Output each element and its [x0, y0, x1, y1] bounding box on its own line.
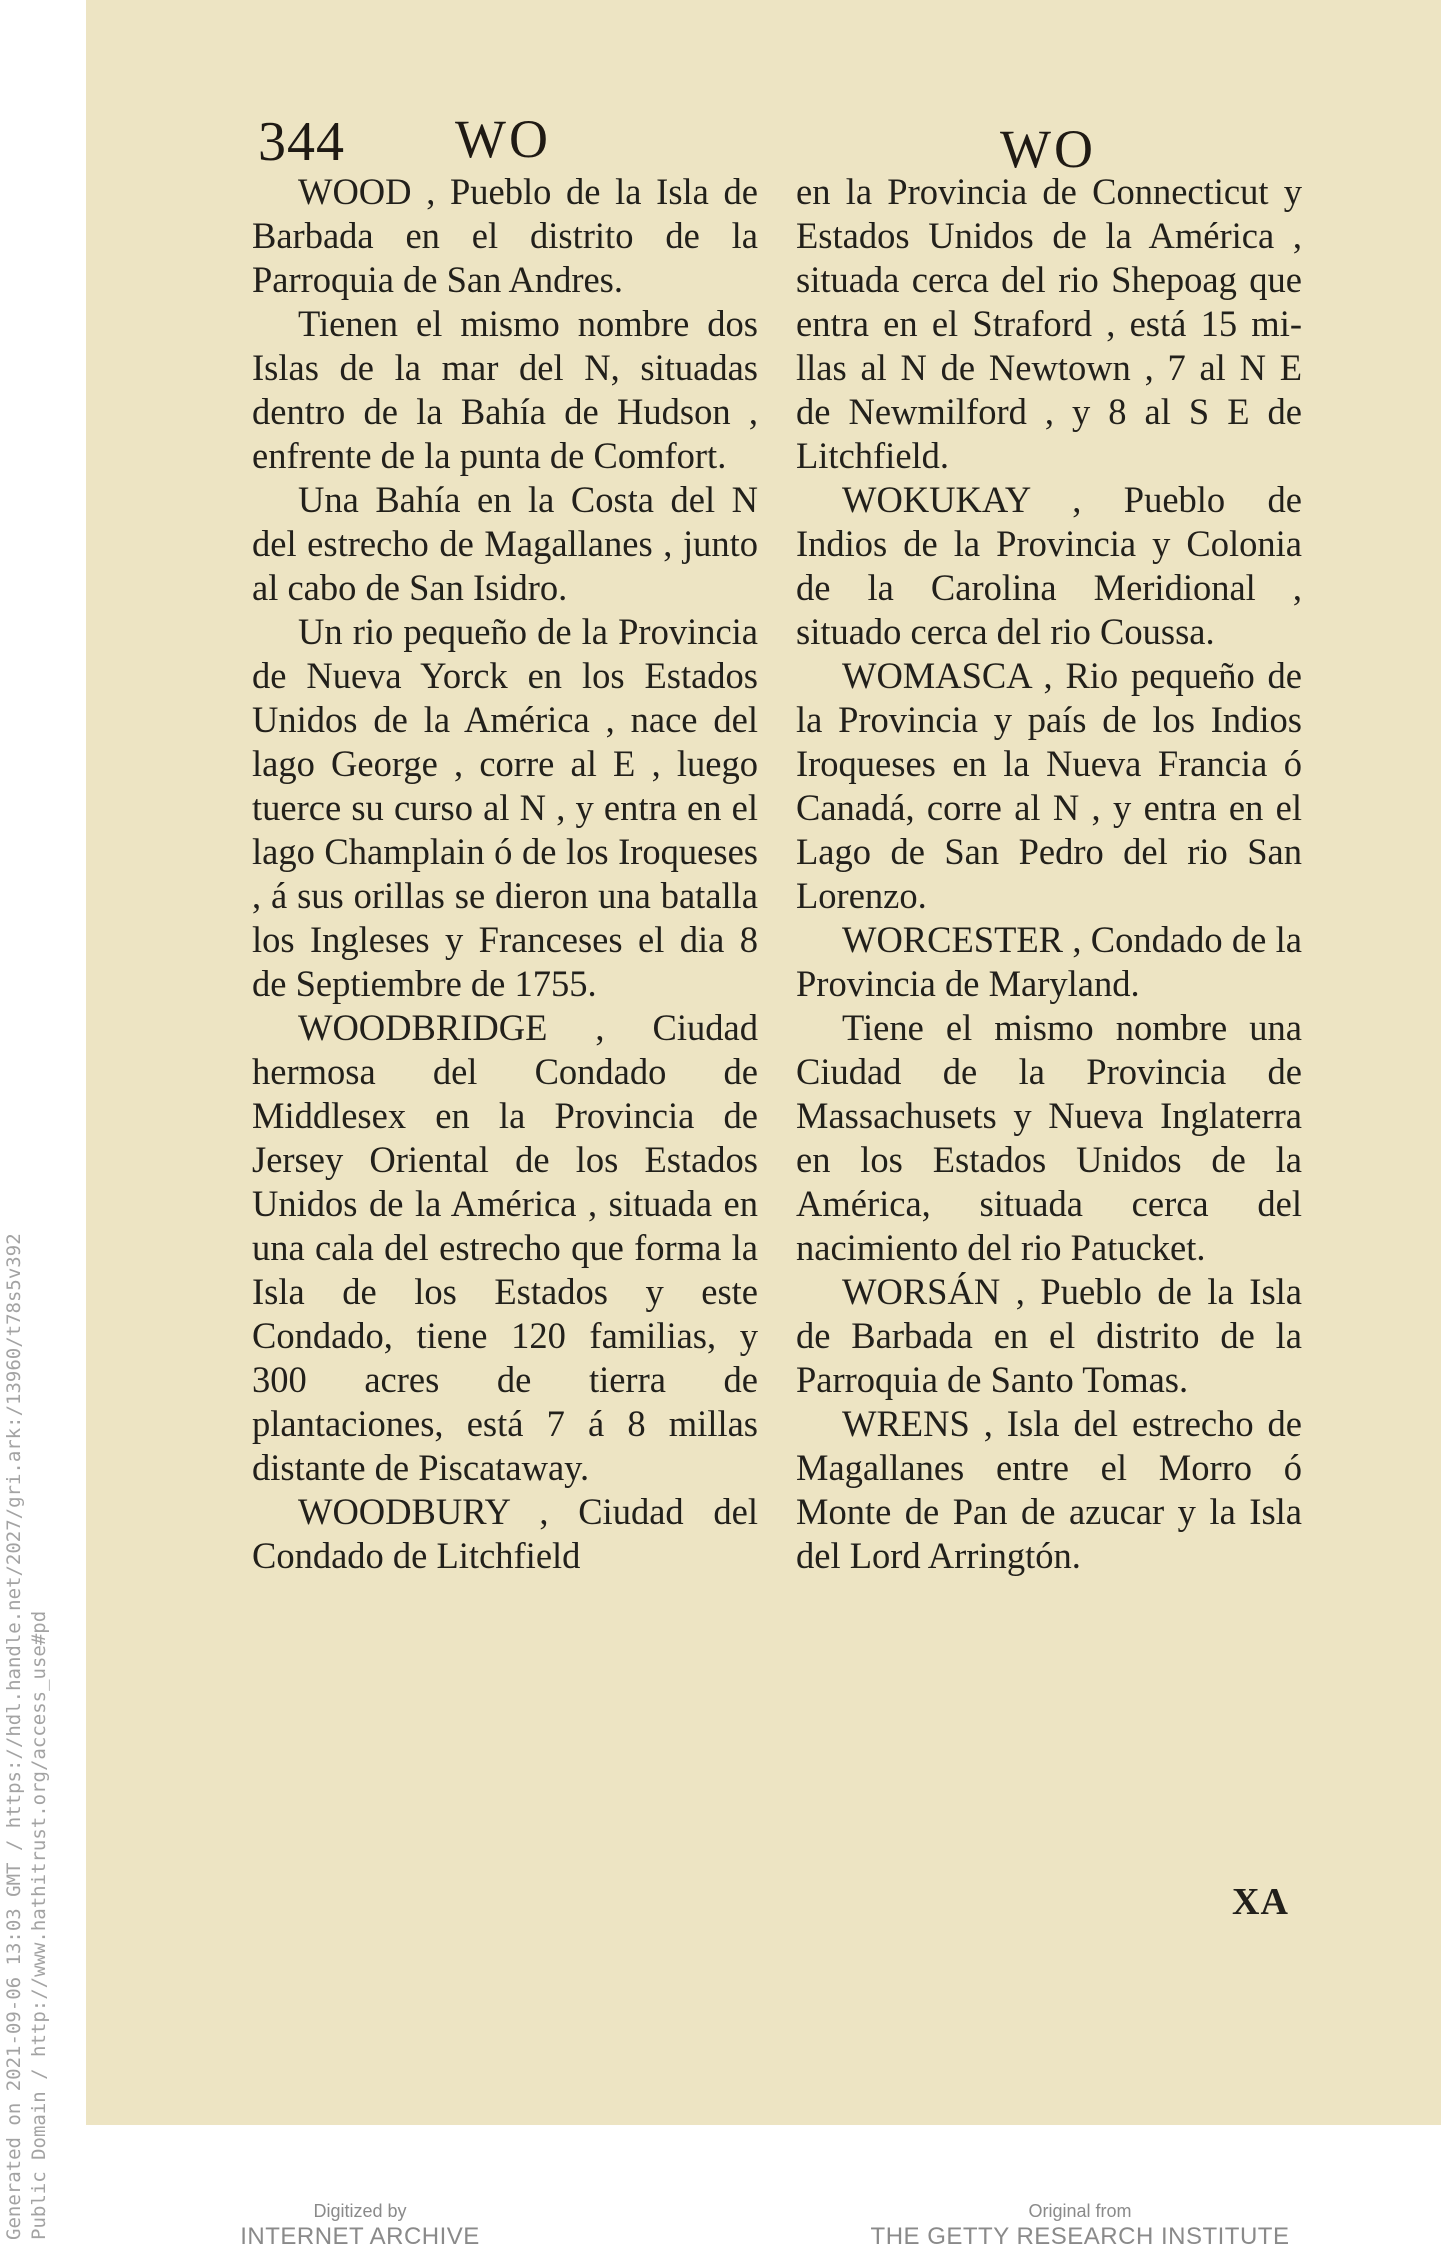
entry-paragraph: WRENS , Isla del estrecho de Magallanes entre el Morro ó Monte de Pan de azucar y la Isla del Lord Arringtón.	[796, 1403, 1302, 1576]
left-text-column	[252, 170, 758, 1578]
entry-paragraph: WORCESTER , Condado de la Provincia de Maryland.	[796, 919, 1302, 1004]
entry-paragraph: WOODBURY , Ciudad del Condado de Litchfield	[252, 1491, 758, 1576]
original-from-label: Original from	[1028, 2201, 1132, 2221]
running-header-left: WO	[455, 109, 551, 169]
internet-archive-label: INTERNET ARCHIVE	[240, 2223, 480, 2250]
right-text-column	[796, 170, 1302, 1578]
running-header-right: WO	[1000, 119, 1096, 179]
original-from-credit	[870, 2200, 1290, 2252]
entry-paragraph: Tienen el mismo nombre dos Islas de la mar del N, situadas dentro de la Bahía de Hudson , enfrente de la punta de Comfort.	[252, 303, 758, 476]
hathitrust-generation-notice	[0, 1100, 60, 2255]
digitized-by-credit	[220, 2200, 500, 2252]
entry-paragraph: WOOD , Pueblo de la Isla de Barbada en el distrito de la Parroquia de San Andres.	[252, 171, 758, 300]
catchword: XA	[1232, 1881, 1289, 1923]
entry-paragraph: Tiene el mismo nombre una Ciudad de la Provincia de Massachusets y Nueva Inglaterra en los Estados Unidos de la América, situada cerca del nacimiento del rio Patucket.	[796, 1007, 1302, 1268]
entry-paragraph: Una Bahía en la Costa del N del estrecho de Magallanes , junto al cabo de San Isidro.	[252, 479, 758, 608]
entry-paragraph: WOODBRIDGE , Ciudad hermosa del Condado de Middlesex en la Provincia de Jersey Oriental de los Estados Unidos de la América , situada en una cala del estrecho que forma la Isla de los Estados y este Condado, tiene 120 familias, y 300 acres de tierra de plantaciones, está 7 á 8 millas distante de Piscataway.	[252, 1007, 758, 1488]
entry-paragraph: WORSÁN , Pueblo de la Isla de Barbada en el distrito de la Parroquia de Santo Tomas.	[796, 1271, 1302, 1400]
entry-paragraph: Un rio pequeño de la Provincia de Nueva Yorck en los Estados Unidos de la América , nace del lago George , corre al E , luego tuerce su curso al N , y entra en el lago Champlain ó de los Iroqueses , á sus orillas se dieron una batalla los Ingleses y Franceses el dia 8 de Septiembre de 1755.	[252, 611, 758, 1004]
entry-paragraph: WOKUKAY , Pueblo de Indios de la Provincia y Colonia de la Carolina Meridional , situado cerca del rio Coussa.	[796, 479, 1302, 652]
entry-paragraph: WOMASCA , Rio pequeño de la Provincia y país de los Indios Iroqueses en la Nueva Francia ó Canadá, corre al N , y entra en el Lago de San Pedro del rio San Lorenzo.	[796, 655, 1302, 916]
digitized-by-label: Digitized by	[313, 2201, 407, 2221]
generation-notice-line: Generated on 2021-09-06 13:03 GMT / https://hdl.handle.net/2027/gri.ark:/13960/t78s5v392	[3, 1233, 25, 2240]
page-number: 344	[258, 111, 345, 173]
public-domain-notice-line: Public Domain / http://www.hathitrust.org/access_use#pd	[28, 1610, 50, 2240]
getty-institute-label: THE GETTY RESEARCH INSTITUTE	[870, 2223, 1290, 2250]
entry-paragraph: en la Provincia de Connecticut y Estados Unidos de la América , situada cerca del rio Shepoag que entra en el Straford , está 15 millas al N de Newtown , 7 al N E de Newmilford , y 8 al S E de Litchfield.	[796, 171, 1302, 476]
